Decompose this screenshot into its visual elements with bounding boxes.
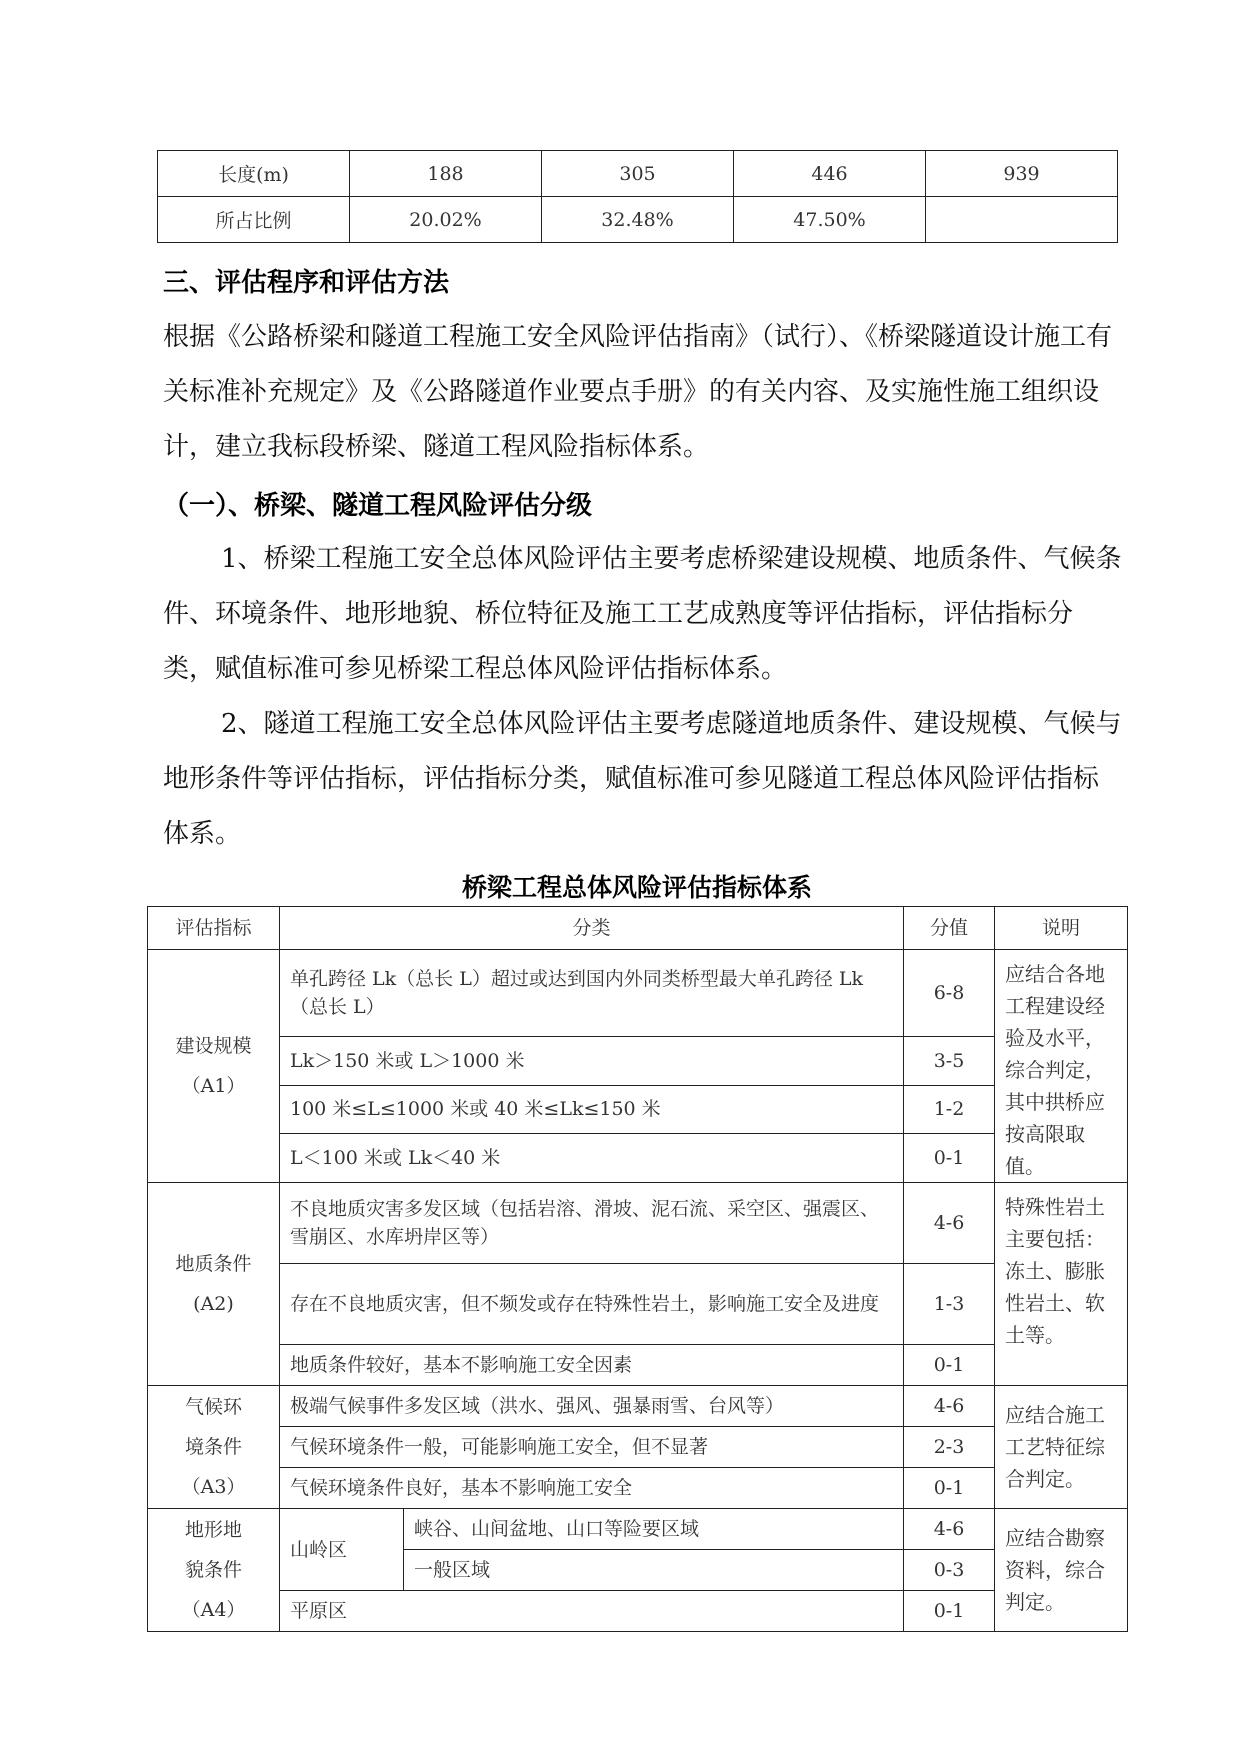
category-cell: L＜100 米或 Lk＜40 米	[280, 1134, 904, 1183]
table-cell: 188	[350, 151, 542, 197]
category-cell: 地质条件较好，基本不影响施工安全因素	[280, 1345, 904, 1386]
index-code: （A3）	[181, 1476, 246, 1498]
category-cell: 气候环境条件良好，基本不影响施工安全	[280, 1468, 904, 1509]
table-row	[148, 1183, 1128, 1264]
length-ratio-table	[157, 150, 1118, 243]
section-heading: 三、评估程序和评估方法	[163, 268, 450, 298]
note-cell: 特殊性岩土主要包括：冻土、膨胀性岩土、软土等。	[995, 1183, 1128, 1386]
index-name-line: 地形地	[184, 1519, 242, 1541]
note-cell: 应结合施工工艺特征综合判定。	[995, 1386, 1128, 1509]
index-name: 地质条件	[175, 1253, 252, 1275]
category-cell: 单孔跨径 Lk（总长 L）超过或达到国内外同类桥型最大单孔跨径 Lk（总长 L）	[280, 950, 904, 1037]
index-code: (A2)	[193, 1293, 234, 1315]
table-cell: 939	[926, 151, 1118, 197]
score-cell: 0-1	[904, 1134, 995, 1183]
table-row	[148, 1134, 1128, 1183]
score-cell: 0-1	[904, 1591, 995, 1632]
category-cell: 极端气候事件多发区域（洪水、强风、强暴雨雪、台风等）	[280, 1386, 904, 1427]
category-cell: 100 米≤L≤1000 米或 40 米≤Lk≤150 米	[280, 1085, 904, 1134]
score-cell: 0-3	[904, 1550, 995, 1591]
header-category: 分类	[280, 907, 904, 950]
index-name-line: 境条件	[184, 1436, 242, 1458]
header-note: 说明	[995, 907, 1128, 950]
score-cell: 4-6	[904, 1183, 995, 1264]
table-row	[148, 1085, 1128, 1134]
risk-index-table	[147, 906, 1128, 1632]
index-name-line: 气候环	[184, 1396, 242, 1418]
index-cell-a4	[148, 1509, 280, 1632]
category-cell: 峡谷、山间盆地、山口等险要区域	[404, 1509, 904, 1550]
table-cell	[926, 197, 1118, 243]
category-cell: 平原区	[280, 1591, 904, 1632]
table-cell: 32.48%	[542, 197, 734, 243]
table-row	[148, 1264, 1128, 1345]
score-cell: 4-6	[904, 1386, 995, 1427]
table-caption: 桥梁工程总体风险评估指标体系	[461, 873, 812, 902]
row-label: 所占比例	[158, 197, 350, 243]
note-cell: 应结合勘察资料，综合判定。	[995, 1509, 1128, 1632]
table-cell: 446	[734, 151, 926, 197]
category-cell: 气候环境条件一般，可能影响施工安全，但不显著	[280, 1427, 904, 1468]
score-cell: 1-3	[904, 1264, 995, 1345]
table-row	[148, 1345, 1128, 1386]
table-cell: 20.02%	[350, 197, 542, 243]
index-name: 建设规模	[175, 1035, 252, 1057]
category-cell: Lk＞150 米或 L＞1000 米	[280, 1036, 904, 1085]
category-cell: 一般区域	[404, 1550, 904, 1591]
score-cell: 3-5	[904, 1036, 995, 1085]
header-score: 分值	[904, 907, 995, 950]
table-cell: 305	[542, 151, 734, 197]
index-cell-a1	[148, 950, 280, 1183]
category-cell: 不良地质灾害多发区域（包括岩溶、滑坡、泥石流、采空区、强震区、雪崩区、水库坍岸区等）	[280, 1183, 904, 1264]
header-index: 评估指标	[148, 907, 280, 950]
category-cell: 存在不良地质灾害，但不频发或存在特殊性岩土，影响施工安全及进度	[280, 1264, 904, 1345]
sub-heading: （一）、桥梁、隧道工程风险评估分级	[163, 491, 593, 521]
table-cell: 47.50%	[734, 197, 926, 243]
table-row	[148, 1591, 1128, 1632]
subgroup-cell: 山岭区	[280, 1509, 404, 1591]
row-label: 长度(m)	[158, 151, 350, 197]
bridge-paragraph: 1、桥梁工程施工安全总体风险评估主要考虑桥梁建设规模、地质条件、气候条件、环境条件、地形地貌、桥位特征及施工工艺成熟度等评估指标，评估指标分类，赋值标准可参见桥梁工程总体风险评估指标体系。	[163, 544, 1122, 684]
score-cell: 0-1	[904, 1345, 995, 1386]
score-cell: 6-8	[904, 950, 995, 1037]
tunnel-paragraph: 2、隧道工程施工安全总体风险评估主要考虑隧道地质条件、建设规模、气候与地形条件等评估指标，评估指标分类，赋值标准可参见隧道工程总体风险评估指标体系。	[163, 709, 1122, 849]
table-row	[148, 950, 1128, 1037]
note-cell: 应结合各地工程建设经验及水平，综合判定，其中拱桥应按高限取值。	[995, 950, 1128, 1183]
table-header-row	[148, 907, 1128, 950]
score-cell: 0-1	[904, 1468, 995, 1509]
table-row	[148, 1509, 1128, 1550]
index-cell-a2	[148, 1183, 280, 1386]
table-row	[158, 197, 1118, 243]
score-cell: 1-2	[904, 1085, 995, 1134]
index-code: （A4）	[181, 1599, 246, 1621]
table-row	[148, 1468, 1128, 1509]
index-cell-a3	[148, 1386, 280, 1509]
table-row	[148, 1036, 1128, 1085]
table-row	[148, 1386, 1128, 1427]
score-cell: 2-3	[904, 1427, 995, 1468]
intro-paragraph: 根据《公路桥梁和隧道工程施工安全风险评估指南》（试行）、《桥梁隧道设计施工有关标准补充规定》及《公路隧道作业要点手册》的有关内容、及实施性施工组织设计，建立我标段桥梁、隧道工程风险指标体系。	[163, 322, 1113, 462]
table-row	[158, 151, 1118, 197]
index-name-line: 貌条件	[184, 1559, 242, 1581]
table-row	[148, 1427, 1128, 1468]
index-code: （A1）	[181, 1075, 246, 1097]
score-cell: 4-6	[904, 1509, 995, 1550]
